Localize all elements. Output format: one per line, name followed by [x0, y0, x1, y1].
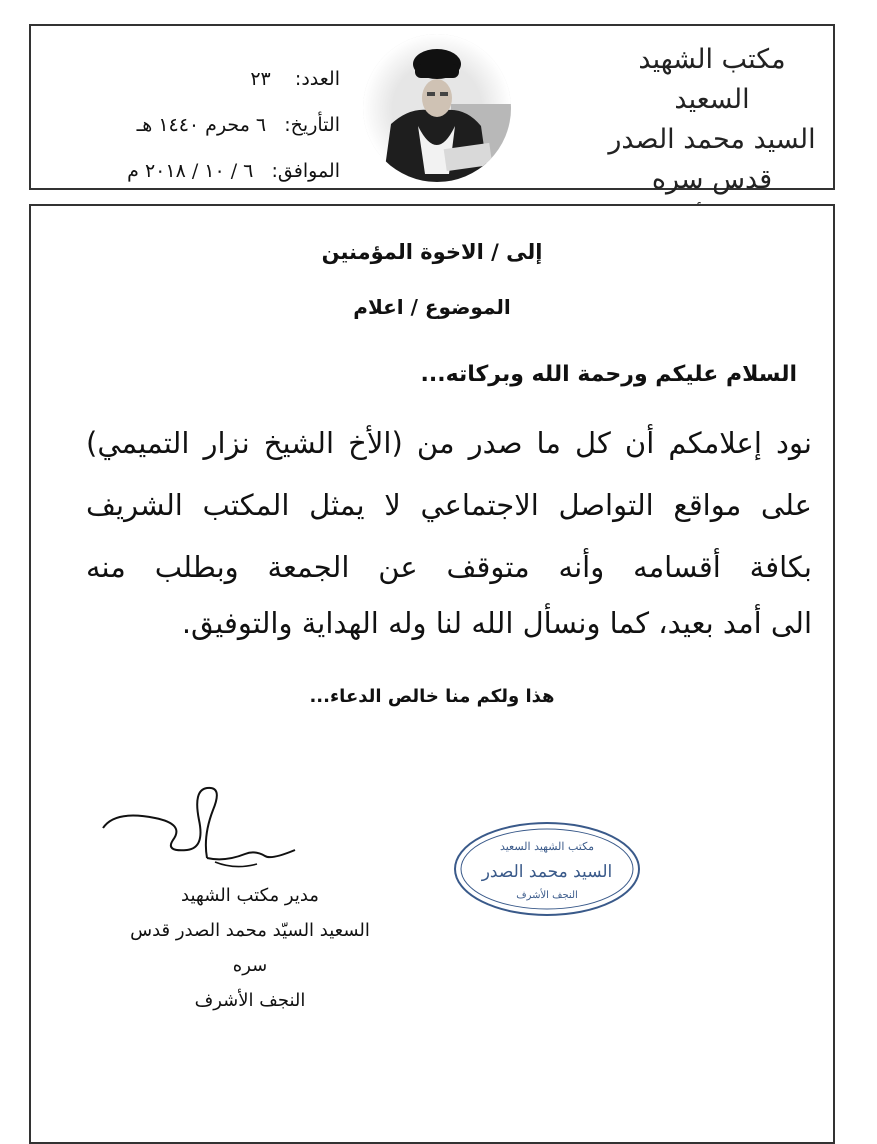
paragraph-line-3: بكافة أقسامه وأنه متوقف عن الجمعة وبطلب منه	[86, 550, 812, 584]
recipient-line: إلى / الاخوة المؤمنين	[321, 240, 543, 264]
signatory-block	[120, 878, 380, 1018]
closing-line: هذا ولكم منا خالص الدعاء...	[309, 686, 555, 707]
official-seal	[452, 820, 642, 918]
reference-info	[40, 56, 340, 194]
seal-line2: السيد محمد الصدر	[481, 862, 613, 882]
office-name-line2: السيد محمد الصدر قدس سره	[608, 124, 816, 195]
greeting: السلام عليكم ورحمة الله وبركاته...	[420, 362, 797, 387]
office-name-calligraphy	[597, 40, 827, 195]
signatory-title: مدير مكتب الشهيد	[181, 885, 319, 906]
signatory-name: السعيد السيّد محمد الصدر قدس سره	[130, 920, 370, 976]
gregorian-value: ٦ / ١٠ / ٢٠١٨ م	[127, 160, 254, 182]
number-value: ٢٣	[250, 68, 271, 90]
subject-line: الموضوع / اعلام	[353, 295, 511, 319]
date-value: ٦ محرم ١٤٤٠ هـ	[136, 114, 267, 136]
hijri-date-row	[40, 102, 340, 148]
signatory-location: النجف الأشرف	[194, 990, 306, 1011]
paragraph-line-2: على مواقع التواصل الاجتماعي لا يمثل المكتب الشريف	[86, 488, 812, 522]
paragraph-line-4: الى أمد بعيد، كما ونسأل الله لنا وله الهداية والتوفيق.	[181, 606, 812, 640]
paragraph-line-1: نود إعلامكم أن كل ما صدر من (الأخ الشيخ نزار التميمي)	[86, 426, 812, 460]
date-label: التأريخ:	[284, 114, 340, 136]
portrait-photo	[363, 34, 511, 182]
portrait-image	[363, 34, 511, 182]
seal-line1: مكتب الشهيد السعيد	[499, 840, 595, 853]
handwritten-signature	[95, 780, 305, 872]
gregorian-label: الموافق:	[271, 160, 340, 182]
seal-line3: النجف الأشرف	[516, 890, 578, 901]
reference-number-row	[40, 56, 340, 102]
gregorian-date-row	[40, 148, 340, 194]
office-name-line1: مكتب الشهيد السعيد	[638, 44, 786, 115]
number-label: العدد:	[294, 68, 340, 90]
